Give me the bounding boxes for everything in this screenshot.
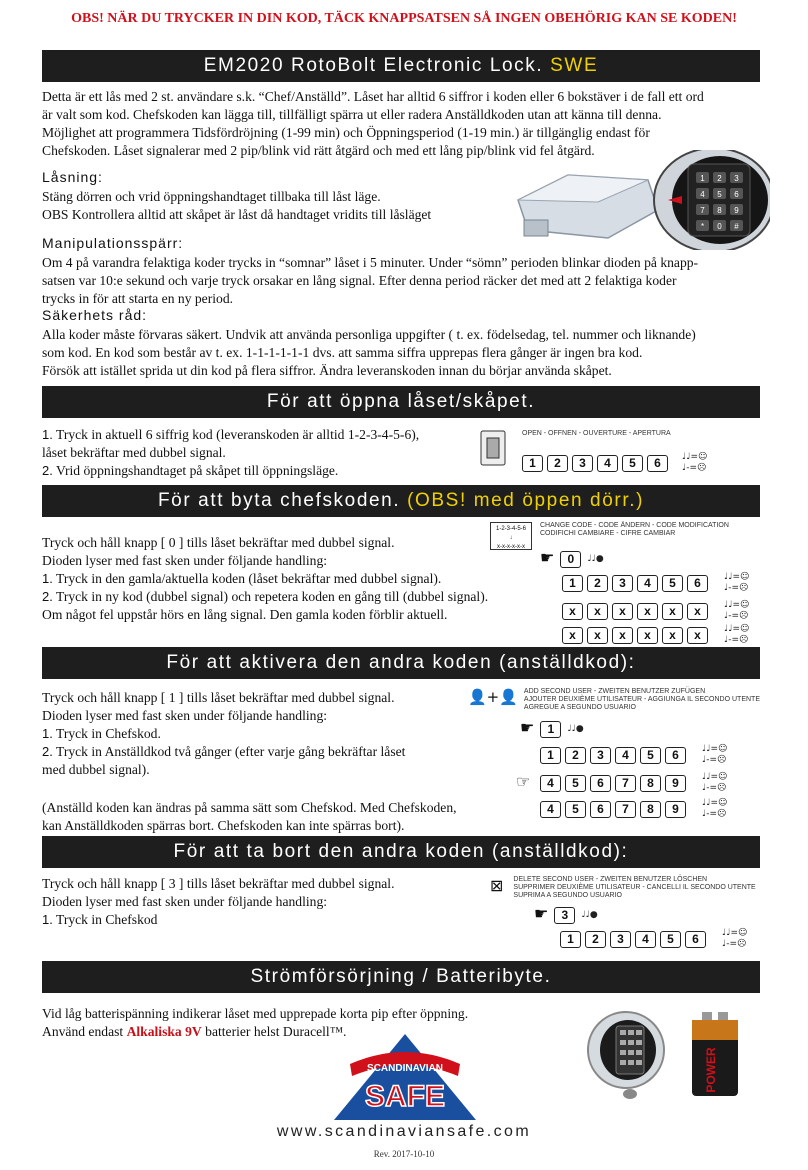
intro-line: är valt som kod. Chefskoden kan lägga till, tillfälligt spärra ut eller radera Anställdkoden utan att känna till denna. bbox=[42, 107, 662, 122]
key: x bbox=[612, 627, 633, 644]
code-key-row bbox=[562, 575, 708, 592]
battery-9v-image bbox=[688, 1010, 744, 1098]
keypad-button-label: 2 bbox=[717, 174, 722, 183]
diagram-caption: CODIFICHI CAMBIARE - CIFRE CAMBIAR bbox=[540, 530, 676, 537]
power-line: Vid låg batterispänning indikerar låset med upprepade korta pip efter öppning. bbox=[42, 1006, 469, 1021]
repeat-code-key-row bbox=[562, 627, 708, 644]
add-user-icon: 👤+👤 bbox=[468, 688, 518, 706]
keypad-button-label: 8 bbox=[717, 206, 722, 215]
diagram-caption: AJOUTER DEUXIÈME UTILISATEUR - AGGIUNGA IL SECONDO UTENTE bbox=[523, 696, 760, 703]
diagram-caption: CHANGE CODE - CODE ÄNDERN - CODE MODIFICATION bbox=[540, 522, 729, 529]
key: 1 bbox=[562, 575, 583, 592]
key: 1 bbox=[560, 931, 581, 948]
diagram-caption: ADD SECOND USER - ZWEITEN BENUTZER ZUFÜGEN bbox=[523, 688, 706, 695]
hand-icon: ☛ bbox=[534, 906, 549, 923]
remove-section-bar: För att ta bort den andra koden (anställdkod): bbox=[42, 836, 760, 868]
key: 4 bbox=[635, 931, 656, 948]
remove-user-icon: ⊠ bbox=[490, 876, 504, 895]
remove-intro: Dioden lyser med fast sken under följande handling: bbox=[42, 894, 328, 909]
key: 5 bbox=[640, 747, 661, 764]
key: x bbox=[662, 627, 683, 644]
key: 3 bbox=[590, 747, 611, 764]
hand-icon: ☛ bbox=[540, 550, 555, 567]
key: 2 bbox=[565, 747, 586, 764]
title-bar bbox=[42, 50, 760, 82]
change-diagram bbox=[490, 522, 760, 646]
key: 5 bbox=[565, 801, 586, 818]
key: 6 bbox=[685, 931, 706, 948]
signal-icon: ♩♩=☺ ♩-=☹ bbox=[724, 624, 750, 645]
signal-icon: ♩♩=☺ ♩-=☹ bbox=[702, 772, 728, 793]
key: 6 bbox=[647, 455, 668, 472]
key: 2 bbox=[585, 931, 606, 948]
step-2: 2. Tryck in ny kod (dubbel signal) och repetera koden en gång till (dubbel signal). bbox=[42, 589, 489, 604]
remove-diagram bbox=[490, 876, 760, 950]
safety-line: Försök att istället sprida ut din kod på flera siffror. Ändra leveranskoden innan du börjar använda skåpet. bbox=[42, 363, 612, 378]
remove-intro: Tryck och håll knapp [ 3 ] tills låset bekräftar med dubbel signal. bbox=[42, 876, 395, 891]
signal-icon: ♩♩● bbox=[581, 909, 598, 920]
hand-icon: ☞ bbox=[516, 774, 531, 791]
step-1: 1. Tryck in Chefskod bbox=[42, 912, 158, 927]
key: 4 bbox=[637, 575, 658, 592]
change-steps bbox=[42, 534, 492, 624]
power-line: Använd endast Alkaliska 9V batterier helst Duracell™. bbox=[42, 1024, 347, 1039]
key: 5 bbox=[622, 455, 643, 472]
key: 8 bbox=[640, 801, 661, 818]
key: 3 bbox=[612, 575, 633, 592]
code-key-row bbox=[540, 747, 686, 764]
diagram-caption: SUPPRIMER DEUXIÈME UTILISATEUR - CANCELLI IL SECONDO UTENTE bbox=[513, 884, 756, 891]
key: x bbox=[587, 603, 608, 620]
safety-section bbox=[42, 306, 764, 380]
tamper-line: trycks in för att starta en ny period. bbox=[42, 291, 234, 306]
revision-date: Rev. 2017-10-10 bbox=[373, 1149, 435, 1159]
key: x bbox=[637, 627, 658, 644]
key: x bbox=[687, 603, 708, 620]
change-title-note: (OBS! med öppen dörr.) bbox=[407, 490, 645, 511]
key: 6 bbox=[590, 801, 611, 818]
key: x bbox=[562, 603, 583, 620]
key: 2 bbox=[547, 455, 568, 472]
keypad-button-label: 4 bbox=[700, 190, 705, 199]
step-1: 1. Tryck in aktuell 6 siffrig kod (leveranskoden är alltid 1-2-3-4-5-6), bbox=[42, 427, 420, 442]
code-key-row bbox=[560, 931, 706, 948]
language-badge: SWE bbox=[550, 55, 599, 76]
tamper-section bbox=[42, 234, 764, 308]
step-2: 2. Vrid öppningshandtaget på skåpet till öppningsläge. bbox=[42, 463, 339, 478]
key: 5 bbox=[662, 575, 683, 592]
key: 6 bbox=[590, 775, 611, 792]
open-steps bbox=[42, 426, 482, 480]
step-2-continued: med dubbel signal). bbox=[42, 762, 150, 777]
step-1-continued: låset bekräftar med dubbel signal. bbox=[42, 445, 226, 460]
key-0: 0 bbox=[560, 551, 581, 568]
keypad-button-label: # bbox=[734, 222, 739, 231]
round-lock-image bbox=[586, 1008, 666, 1100]
key: 7 bbox=[615, 775, 636, 792]
key: 9 bbox=[665, 775, 686, 792]
key: 3 bbox=[610, 931, 631, 948]
activate-steps bbox=[42, 689, 482, 835]
key: 1 bbox=[522, 455, 543, 472]
hand-icon: ☛ bbox=[520, 720, 535, 737]
key: x bbox=[587, 627, 608, 644]
key: 4 bbox=[597, 455, 618, 472]
keypad-button-label: 7 bbox=[700, 206, 705, 215]
key: 2 bbox=[587, 575, 608, 592]
activate-intro: Tryck och håll knapp [ 1 ] tills låset bekräftar med dubbel signal. bbox=[42, 690, 395, 705]
change-intro: Tryck och håll knapp [ 0 ] tills låset bekräftar med dubbel signal. bbox=[42, 535, 395, 550]
diagram-caption: DELETE SECOND USER - ZWEITEN BENUTZER LÖSCHEN bbox=[513, 876, 708, 883]
activate-section-bar: För att aktivera den andra koden (anställdkod): bbox=[42, 647, 760, 679]
new-code-key-row bbox=[562, 603, 708, 620]
key: x bbox=[637, 603, 658, 620]
key: 5 bbox=[660, 931, 681, 948]
tamper-line: satsen var 10:e sekund och varje tryck orsakar en lång signal. Efter denna period räcker det med att 2 felaktiga koder bbox=[42, 273, 677, 288]
safety-line: som kod. En kod som består av t. ex. 1-1-1-1-1-1 dvs. att samma siffra upprepas flera gånger är ingen bra kod. bbox=[42, 345, 643, 360]
remove-steps bbox=[42, 875, 482, 929]
key-3: 3 bbox=[554, 907, 575, 924]
key: 1 bbox=[540, 747, 561, 764]
second-code-key-row bbox=[540, 775, 686, 792]
second-code-repeat-key-row bbox=[540, 801, 686, 818]
keypad-button-label: 6 bbox=[734, 190, 739, 199]
locking-section bbox=[42, 168, 512, 224]
key: x bbox=[662, 603, 683, 620]
key: 4 bbox=[615, 747, 636, 764]
step-2: 2. Tryck in Anställdkod två gånger (efter varje gång bekräftar låset bbox=[42, 744, 406, 759]
keypad-button-label: 9 bbox=[734, 206, 739, 215]
intro-line: Möjlighet att programmera Tidsfördröjning (1-99 min) och Öppningsperiod (1-19 min.) är tillgänglig endast för bbox=[42, 125, 650, 140]
signal-icon: ♩♩=☺ ♩-=☹ bbox=[682, 452, 708, 473]
scandinavian-safe-logo bbox=[330, 1030, 480, 1122]
code-key-row bbox=[522, 455, 668, 472]
key: 5 bbox=[565, 775, 586, 792]
change-title: För att byta chefskoden. bbox=[157, 490, 401, 511]
safety-line: Alla koder måste förvaras säkert. Undvik att använda personliga uppgifter ( t. ex. födelsedag, tel. nummer och liknande) bbox=[42, 327, 696, 342]
warning-banner: OBS! NÄR DU TRYCKER IN DIN KOD, TÄCK KNAPPSATSEN SÅ INGEN OBEHÖRIG KAN SE KODEN! bbox=[71, 11, 737, 26]
activate-intro: Dioden lyser med fast sken under följande handling: bbox=[42, 708, 328, 723]
keypad-button-label: 0 bbox=[717, 222, 722, 231]
key: 4 bbox=[540, 775, 561, 792]
key: 3 bbox=[572, 455, 593, 472]
safety-title: Säkerhets råd: bbox=[42, 307, 148, 323]
diagram-caption: SUPRIMA A SEGUNDO USUARIO bbox=[513, 892, 622, 899]
code-box: 1-2-3-4-5-6 ↓ x-x-x-x-x-x bbox=[490, 522, 532, 550]
key: 6 bbox=[687, 575, 708, 592]
signal-icon: ♩♩● bbox=[587, 553, 604, 564]
signal-icon: ♩♩=☺ ♩-=☹ bbox=[702, 744, 728, 765]
keypad-button-label: 5 bbox=[717, 190, 722, 199]
battery-label: POWER bbox=[704, 1047, 718, 1093]
key: 4 bbox=[540, 801, 561, 818]
signal-icon: ♩♩=☺ ♩-=☹ bbox=[724, 600, 750, 621]
diagram-caption: AGREGUE A SEGUNDO USUARIO bbox=[523, 704, 636, 711]
key-1: 1 bbox=[540, 721, 561, 738]
door-handle-icon bbox=[480, 430, 506, 466]
tamper-title: Manipulationsspärr: bbox=[42, 235, 184, 251]
signal-icon: ♩♩● bbox=[567, 723, 584, 734]
open-diagram bbox=[522, 430, 752, 474]
key: 8 bbox=[640, 775, 661, 792]
signal-icon: ♩♩=☺ ♩-=☹ bbox=[722, 928, 748, 949]
step-1: 1. Tryck in den gamla/aktuella koden (låset bekräftar med dubbel signal). bbox=[42, 571, 442, 586]
keypad-button-label: 1 bbox=[700, 174, 705, 183]
activate-note: kan Anställdkoden spärras bort. Chefskoden kan inte spärras bort). bbox=[42, 818, 405, 833]
intro-line: Detta är ett lås med 2 st. användare s.k. “Chef/Anställd”. Låset har alltid 6 siffror i koden eller 6 bokstäver i de fall ett ord bbox=[42, 89, 704, 104]
locking-title: Låsning: bbox=[42, 169, 103, 185]
tamper-line: Om 4 på varandra felaktiga koder trycks in “somnar” låset i 5 minuter. Under “sömn” perioden blinkar dioden på knapp- bbox=[42, 255, 699, 270]
signal-icon: ♩♩=☺ ♩-=☹ bbox=[702, 798, 728, 819]
change-outro: Om något fel uppstår hörs en lång signal. Den gamla koden förblir aktuell. bbox=[42, 607, 448, 622]
change-section-bar bbox=[42, 485, 760, 517]
locking-line: Stäng dörren och vrid öppningshandtaget tillbaka till låst läge. bbox=[42, 189, 381, 204]
logo-bottom-text: SAFE bbox=[364, 1080, 446, 1113]
open-section-bar: För att öppna låset/skåpet. bbox=[42, 386, 760, 418]
website-url: www.scandinaviansafe.com bbox=[276, 1123, 532, 1140]
keypad-button-label: 3 bbox=[734, 174, 739, 183]
diagram-caption: OPEN - OFFNEN - OUVERTURE - APERTURA bbox=[522, 430, 671, 437]
intro-line: Chefskoden. Låset signalerar med 2 pip/blink vid rätt åtgärd och med ett lång pip/blink vid fel åtgärd. bbox=[42, 143, 595, 158]
power-section-bar: Strömförsörjning / Batteribyte. bbox=[42, 961, 760, 993]
change-intro: Dioden lyser med fast sken under följande handling: bbox=[42, 553, 328, 568]
key: 7 bbox=[615, 801, 636, 818]
step-1: 1. Tryck in Chefskod. bbox=[42, 726, 161, 741]
key: x bbox=[612, 603, 633, 620]
key: 6 bbox=[665, 747, 686, 764]
signal-icon: ♩♩=☺ ♩-=☹ bbox=[724, 572, 750, 593]
key: x bbox=[687, 627, 708, 644]
activate-diagram bbox=[468, 688, 760, 820]
activate-note: (Anställd koden kan ändras på samma sätt som Chefskod. Med Chefskoden, bbox=[42, 800, 457, 815]
locking-line: OBS Kontrollera alltid att skåpet är låst då handtaget vridits till låsläget bbox=[42, 207, 432, 222]
page-title: EM2020 RotoBolt Electronic Lock. bbox=[203, 55, 544, 76]
key: 9 bbox=[665, 801, 686, 818]
key: x bbox=[562, 627, 583, 644]
keypad-button-label: * bbox=[700, 222, 705, 231]
logo-top-text: SCANDINAVIAN bbox=[367, 1063, 443, 1074]
